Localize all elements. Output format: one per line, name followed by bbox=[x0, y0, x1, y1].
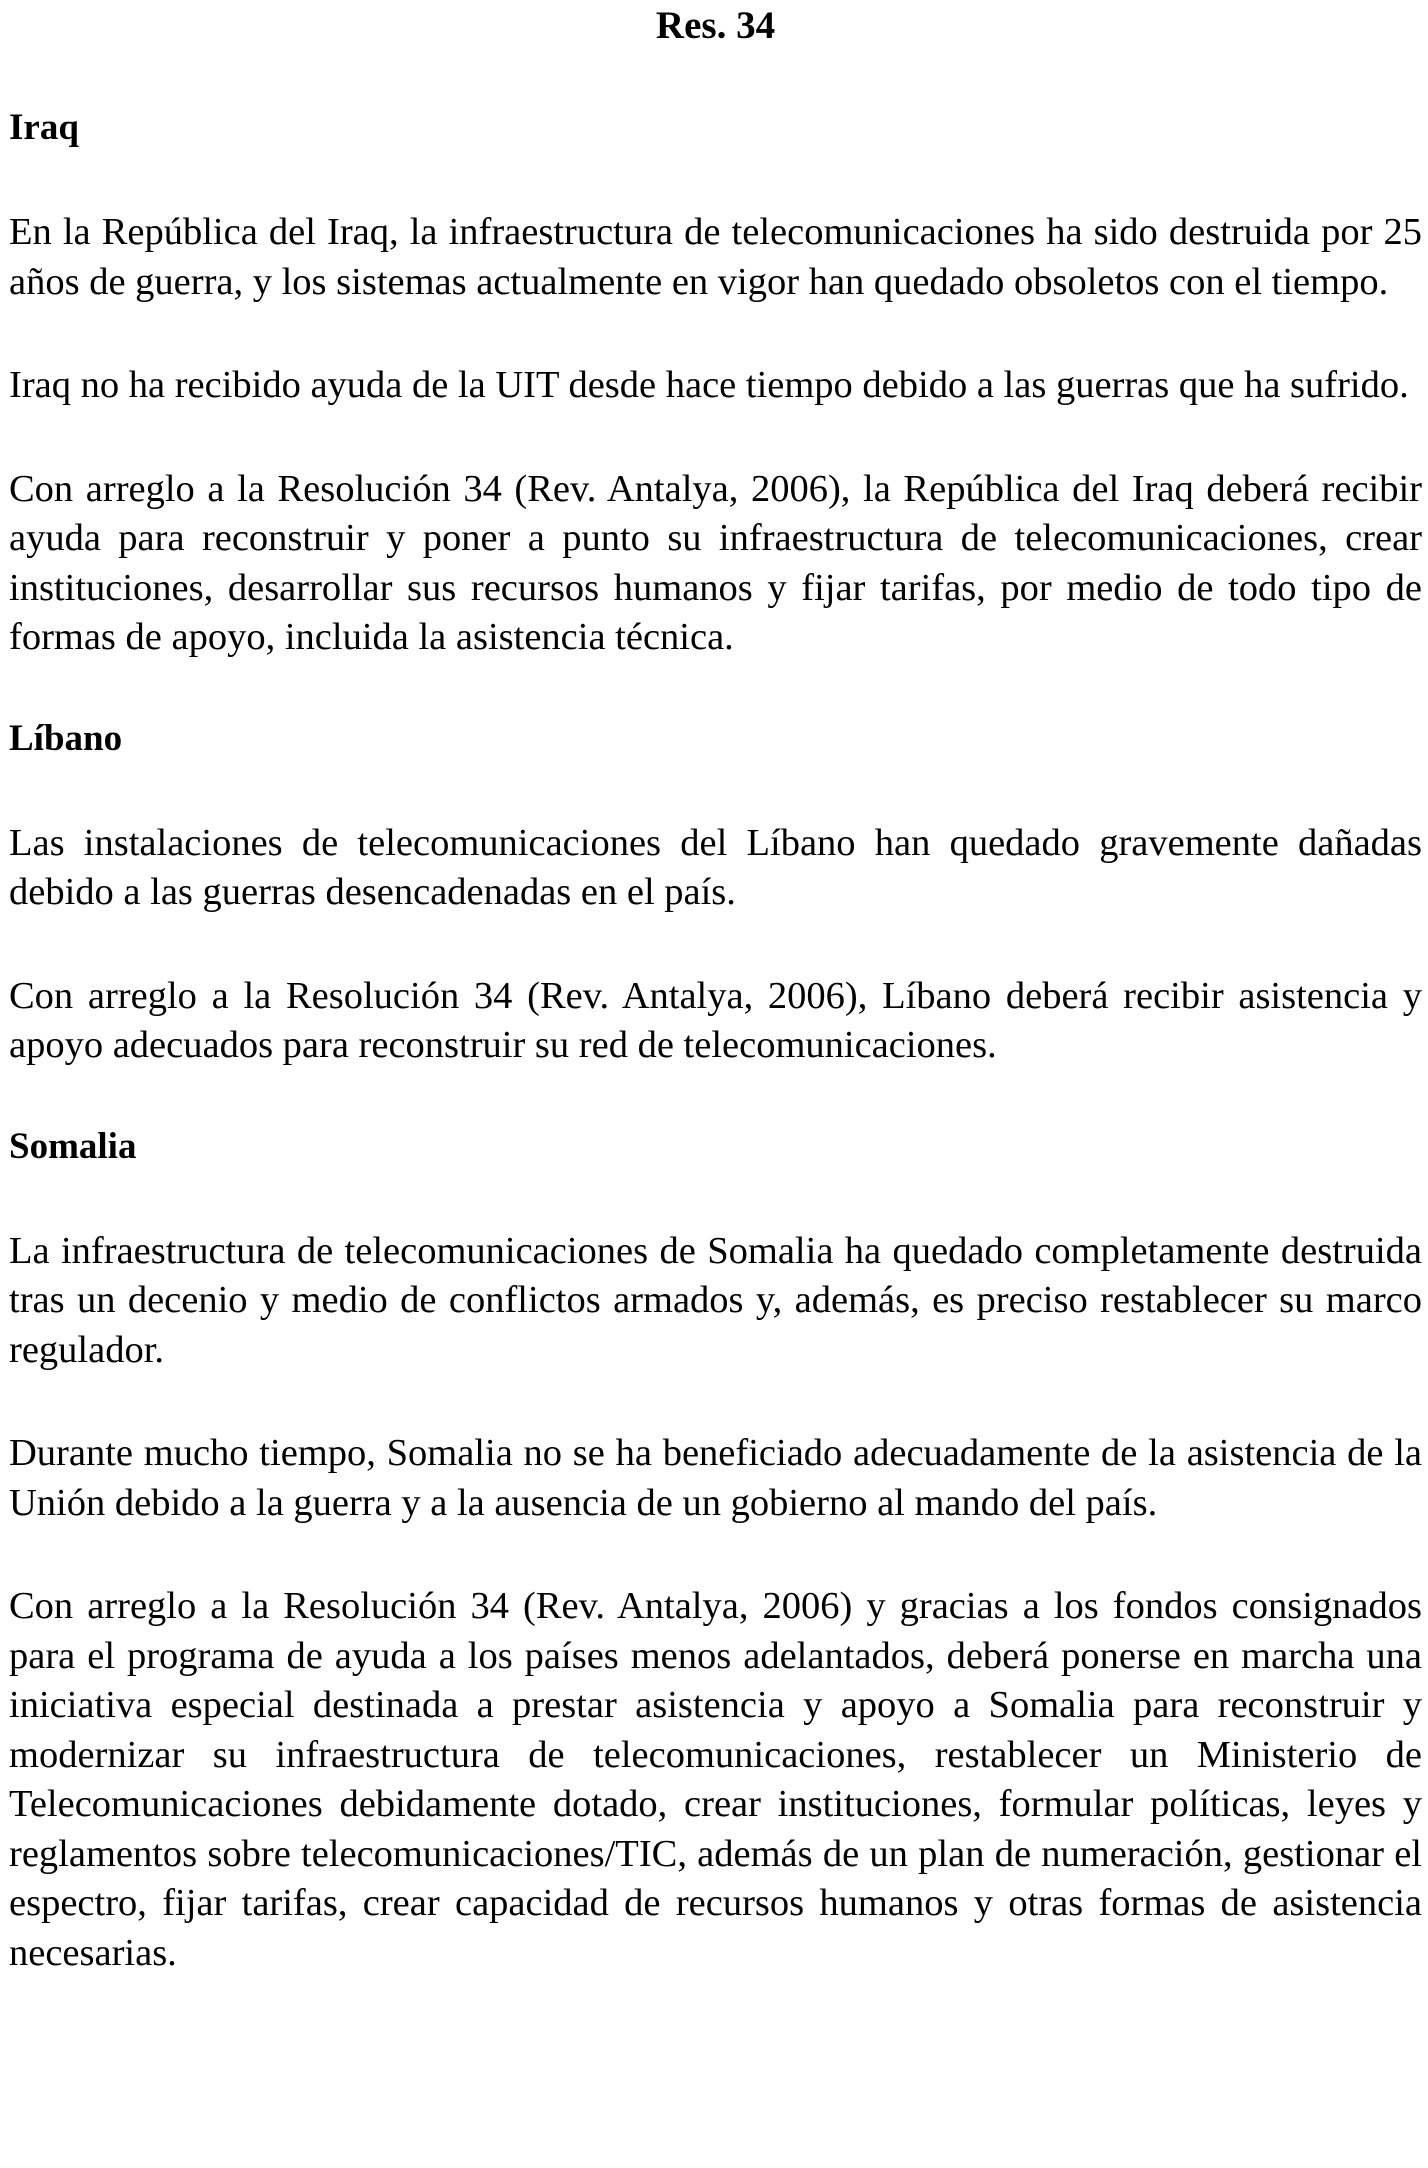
paragraph-somalia-3: Con arreglo a la Resolución 34 (Rev. Antalya, 2006) y gracias a los fondos consignados para el programa de ayuda a los países menos adelantados, deberá ponerse en marcha una iniciativa especial destinada a prestar asistencia y apoyo a Somalia para reconstruir y modernizar su infraestructura de telecomunicaciones, restablecer un Ministerio de Telecomunicaciones debidamente dotado, crear instituciones, formular políticas, leyes y reglamentos sobre telecomunicaciones/TIC, además de un plan de numeración, gestionar el espectro, fijar tarifas, crear capacidad de recursos humanos y otras formas de asistencia necesarias. bbox=[9, 1585, 1422, 1974]
section-heading-libano: Líbano bbox=[9, 717, 123, 759]
section-iraq bbox=[9, 104, 1422, 663]
paragraph-iraq-3: Con arreglo a la Resolución 34 (Rev. Antalya, 2006), la República del Iraq deberá recibir ayuda para reconstruir y poner a punto su infraestructura de telecomunicaciones, crear instituciones, desarrollar sus recursos humanos y fijar tarifas, por medio de todo tipo de formas de apoyo, incluida la asistencia técnica. bbox=[9, 467, 1422, 658]
paragraph-iraq-1: En la República del Iraq, la infraestructura de telecomunicaciones ha sido destruida por 25 años de guerra, y los sistemas actualmente en vigor han quedado obsoletos con el tiempo. bbox=[9, 211, 1422, 303]
document-page bbox=[9, 0, 1422, 1978]
paragraph-libano-2: Con arreglo a la Resolución 34 (Rev. Antalya, 2006), Líbano deberá recibir asistencia y apoyo adecuados para reconstruir su red de telecomunicaciones. bbox=[9, 974, 1422, 1066]
paragraph-somalia-1: La infraestructura de telecomunicaciones de Somalia ha quedado completamente destruida tras un decenio y medio de conflictos armados y, además, es preciso restablecer su marco regulador. bbox=[9, 1229, 1422, 1371]
section-somalia bbox=[9, 1123, 1422, 1979]
paragraph-iraq-2: Iraq no ha recibido ayuda de la UIT desde hace tiempo debido a las guerras que ha sufrido. bbox=[9, 364, 1409, 406]
section-libano bbox=[9, 715, 1422, 1071]
section-heading-somalia: Somalia bbox=[9, 1125, 137, 1167]
section-heading-iraq: Iraq bbox=[9, 107, 79, 148]
paragraph-libano-1: Las instalaciones de telecomunicaciones del Líbano han quedado gravemente dañadas debido a las guerras desencadenadas en el país. bbox=[9, 821, 1422, 913]
paragraph-somalia-2: Durante mucho tiempo, Somalia no se ha beneficiado adecuadamente de la asistencia de la Unión debido a la guerra y a la ausencia de un gobierno al mando del país. bbox=[9, 1432, 1422, 1524]
resolution-header: Res. 34 bbox=[655, 4, 776, 47]
